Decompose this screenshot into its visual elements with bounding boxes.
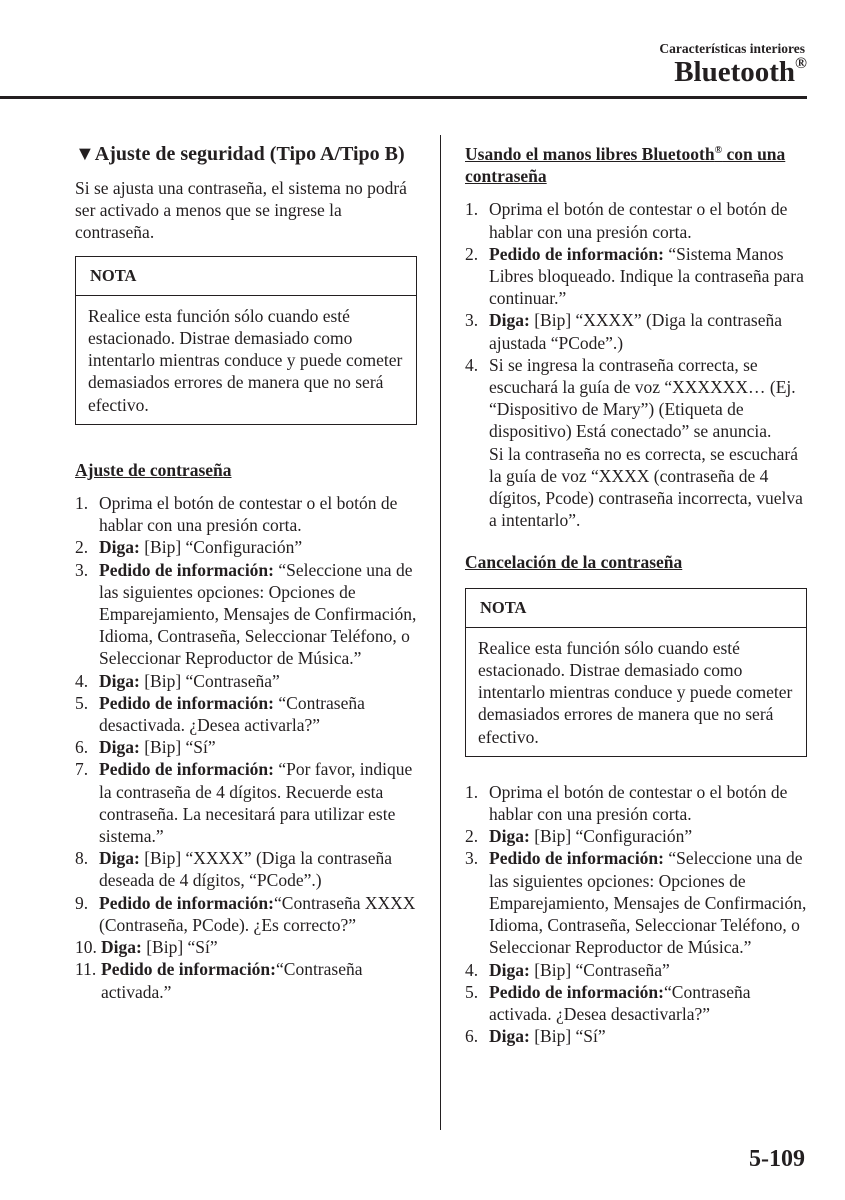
- steps-list: [75, 492, 417, 1003]
- step-text: “Contraseña activada. ¿Desea desactivarla?”: [489, 981, 751, 1024]
- step-number: 3.: [465, 848, 479, 869]
- list-item: [75, 736, 417, 758]
- registered-mark: ®: [714, 145, 723, 157]
- list-item: [75, 936, 417, 958]
- title-text: Bluetooth: [674, 56, 796, 88]
- step-text: Oprima el botón de contestar o el botón de hablar con una presión corta.: [99, 493, 398, 536]
- step-number: 9.: [75, 892, 89, 913]
- step-number: 5.: [75, 692, 89, 713]
- triangle-icon: ▼: [75, 143, 95, 165]
- list-item: [75, 492, 417, 536]
- step-text: [Bip] “Configuración”: [139, 537, 303, 558]
- list-item: [465, 198, 807, 242]
- registered-mark: ®: [795, 55, 807, 72]
- list-item: [75, 847, 417, 891]
- step-number: 10.: [75, 937, 97, 958]
- list-item: [75, 536, 417, 558]
- step-number: 2.: [465, 826, 479, 847]
- step-number: 4.: [75, 670, 89, 691]
- list-item: [75, 958, 417, 1002]
- step-number: 6.: [465, 1026, 479, 1047]
- step-text: “Sistema Manos Libres bloqueado. Indique la contraseña para continuar.”: [489, 243, 804, 309]
- intro-paragraph: Si se ajusta una contraseña, el sistema no podrá ser activado a menos que se ingrese la contraseña.: [75, 178, 407, 243]
- list-item: [465, 959, 807, 981]
- step-text-extra: Si la contraseña no es correcta, se escuchará la guía de voz “XXXX (contraseña de 4 dígitos, Pcode) contraseña incorrecta, vuelva a intentarlo”.: [489, 443, 803, 531]
- step-number: 4.: [465, 959, 479, 980]
- list-item: [75, 692, 417, 736]
- list-item: [75, 758, 417, 847]
- page-number: 5-109: [749, 1146, 805, 1172]
- step-label: Diga:: [101, 937, 142, 958]
- step-text: Oprima el botón de contestar o el botón de hablar con una presión corta.: [489, 781, 788, 825]
- list-item: [465, 354, 807, 532]
- step-text: “Seleccione una de las siguientes opciones: Opciones de Emparejamiento, Mensajes de Confirmación, Idioma, Contraseña, Seleccionar Teléfono, o Seleccionar Reproductor de Música.”: [99, 559, 417, 669]
- note-label: NOTA: [466, 589, 806, 628]
- step-label: Diga:: [489, 310, 530, 331]
- column-divider: [440, 135, 441, 1130]
- step-number: 2.: [465, 243, 479, 264]
- step-label: Pedido de información:: [99, 892, 274, 913]
- steps-list: [465, 781, 807, 1047]
- step-label: Diga:: [99, 848, 140, 869]
- list-item: [465, 981, 807, 1025]
- step-text: “Contraseña activada.”: [101, 959, 363, 1002]
- step-label: Diga:: [489, 959, 530, 980]
- list-item: [75, 559, 417, 670]
- list-item: [465, 243, 807, 310]
- note-text: Realice esta función sólo cuando esté estacionado. Distrae demasiado como intentarlo mientras conduce y puede cometer demasiados errores de manera que no será efectivo.: [478, 637, 793, 747]
- step-label: Pedido de información:: [101, 959, 276, 980]
- step-label: Diga:: [99, 537, 140, 558]
- step-label: Pedido de información:: [489, 981, 664, 1002]
- step-text: [Bip] “Contraseña”: [139, 670, 280, 691]
- step-text: [Bip] “XXXX” (Diga la contraseña deseada de 4 dígitos, “PCode”.): [99, 848, 393, 891]
- step-label: Diga:: [489, 826, 530, 847]
- step-text: [Bip] “XXXX” (Diga la contraseña ajustada “PCode”.): [489, 310, 783, 353]
- step-text: “Contraseña XXXX (Contraseña, PCode). ¿Es correcto?”: [99, 892, 416, 935]
- step-number: 8.: [75, 848, 89, 869]
- list-item: [465, 781, 807, 825]
- step-number: 4.: [465, 354, 479, 375]
- step-label: Pedido de información:: [99, 759, 274, 780]
- step-number: 2.: [75, 537, 89, 558]
- step-text: [Bip] “Configuración”: [529, 826, 693, 847]
- step-number: 3.: [465, 310, 479, 331]
- step-number: 1.: [465, 199, 479, 220]
- heading-tail: con una contraseña: [465, 144, 786, 187]
- step-label: Diga:: [489, 1026, 530, 1047]
- step-label: Diga:: [99, 737, 140, 758]
- step-text: [Bip] “Sí”: [141, 937, 218, 958]
- step-label: Diga:: [99, 670, 140, 691]
- step-text: [Bip] “Sí”: [529, 1026, 606, 1047]
- page-title: [674, 56, 807, 88]
- section-heading: [75, 143, 417, 165]
- step-label: Pedido de información:: [489, 848, 664, 869]
- step-label: Pedido de información:: [489, 243, 664, 264]
- step-text: [Bip] “Sí”: [139, 737, 216, 758]
- header-rule: [0, 96, 807, 99]
- list-item: [75, 670, 417, 692]
- step-number: 11.: [75, 959, 97, 980]
- step-text: Si se ingresa la contraseña correcta, se escuchará la guía de voz “XXXXXX… (Ej. “Dispositivo de Mary”) (Etiqueta de dispositivo) Está conectado” se anuncia.: [489, 354, 796, 442]
- step-number: 3.: [75, 559, 89, 580]
- subheading: [465, 143, 807, 187]
- step-text: “Contraseña desactivada. ¿Desea activarla?”: [99, 692, 365, 736]
- note-box: [75, 256, 417, 425]
- step-text: Oprima el botón de contestar o el botón de hablar con una presión corta.: [489, 199, 788, 242]
- list-item: [465, 825, 807, 847]
- list-item: [465, 847, 807, 958]
- note-text: Realice esta función sólo cuando esté estacionado. Distrae demasiado como intentarlo mientras conduce y puede cometer demasiados errores de manera que no será efectivo.: [88, 305, 403, 415]
- left-column: [75, 143, 417, 1003]
- step-text: [Bip] “Contraseña”: [529, 959, 670, 980]
- steps-list: [465, 198, 807, 531]
- step-number: 6.: [75, 737, 89, 758]
- heading-text: Ajuste de seguridad (Tipo A/Tipo B): [94, 143, 405, 165]
- step-number: 5.: [465, 981, 479, 1002]
- subheading: Ajuste de contraseña: [75, 459, 232, 480]
- section-title: Características interiores: [659, 41, 805, 56]
- heading-text: Usando el manos libres Bluetooth: [465, 144, 715, 164]
- subheading: Cancelación de la contraseña: [465, 552, 683, 573]
- step-text: “Por favor, indique la contraseña de 4 dígitos. Recuerde esta contraseña. La necesitará para utilizar este sistema.”: [99, 759, 413, 847]
- list-item: [465, 309, 807, 353]
- right-column: [465, 143, 807, 1047]
- step-text: “Seleccione una de las siguientes opciones: Opciones de Emparejamiento, Mensajes de Confirmación, Idioma, Contraseña, Seleccionar Teléfono, o Seleccionar Reproductor de Música.”: [489, 848, 807, 958]
- list-item: [465, 1025, 807, 1047]
- step-number: 1.: [75, 493, 89, 514]
- step-label: Pedido de información:: [99, 692, 274, 713]
- step-number: 1.: [465, 781, 479, 802]
- note-box: [465, 588, 807, 757]
- list-item: [75, 892, 417, 936]
- note-label: NOTA: [76, 257, 416, 296]
- step-number: 7.: [75, 759, 89, 780]
- step-label: Pedido de información:: [99, 559, 274, 580]
